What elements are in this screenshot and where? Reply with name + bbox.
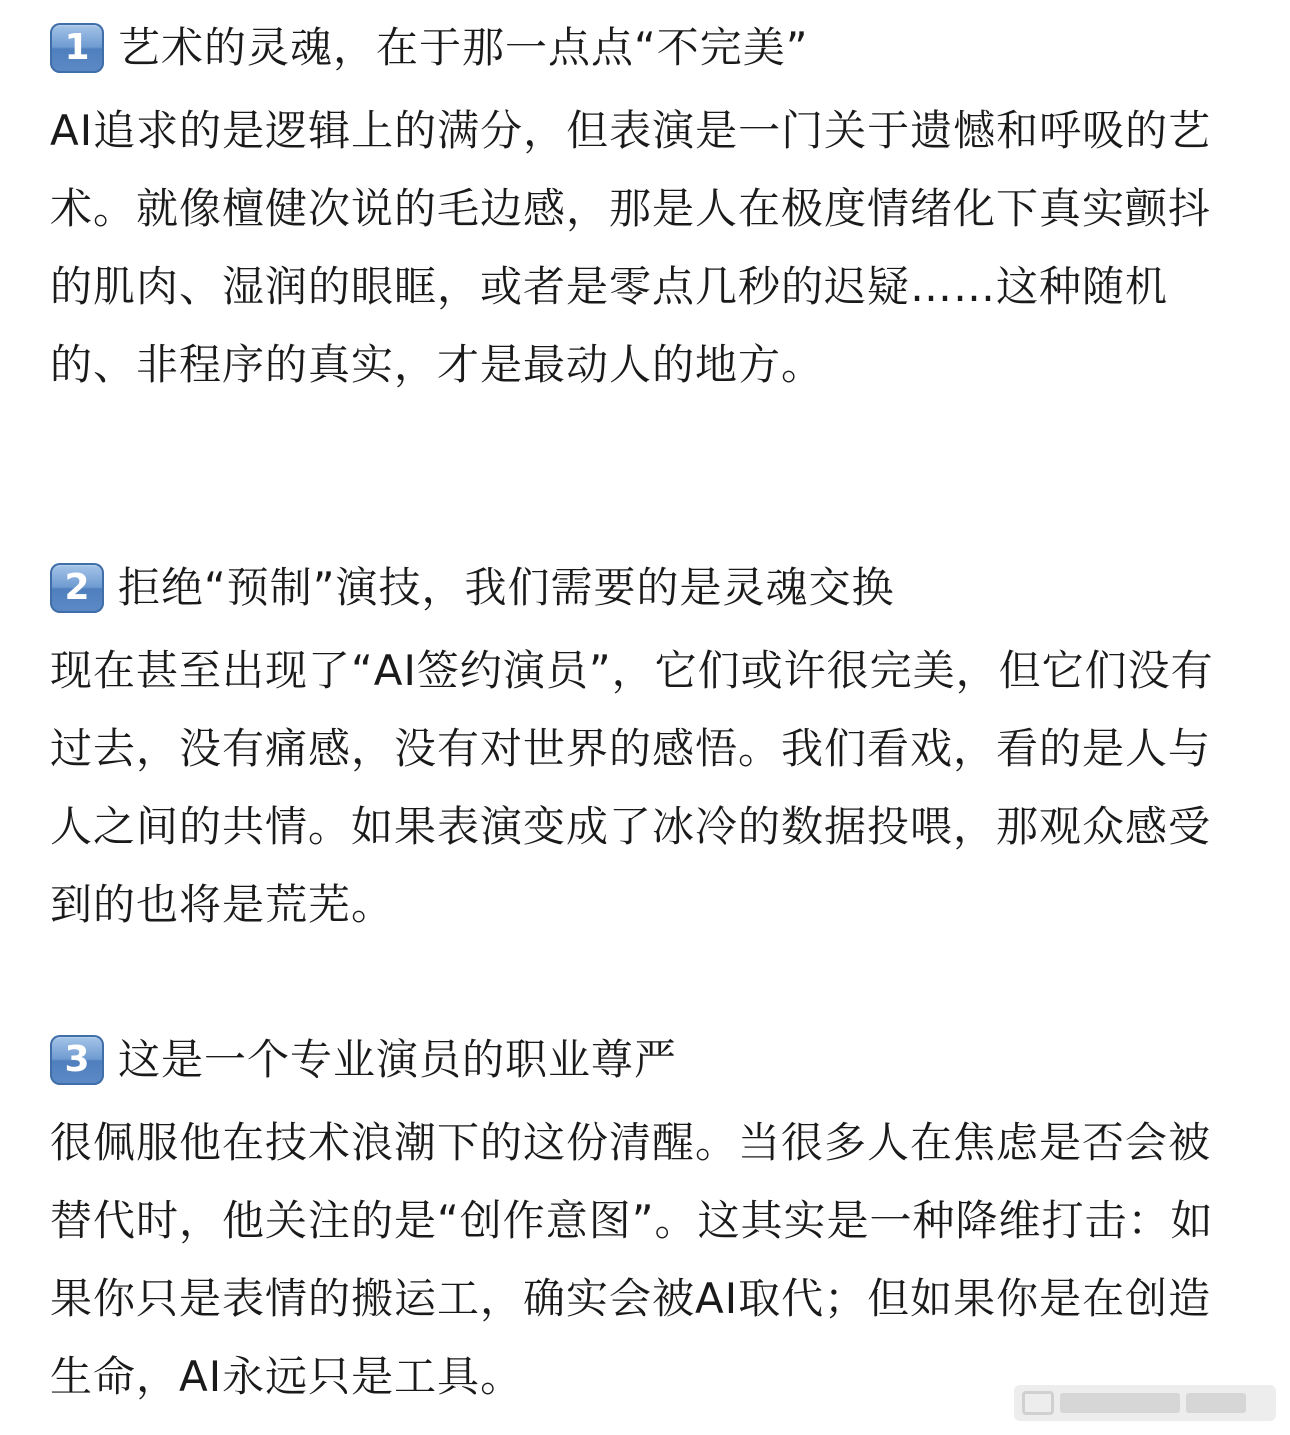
section-body: 现在甚至出现了“AI签约演员”，它们或许很完美，但它们没有过去，没有痛感，没有对世界的感悟。我们看戏，看的是人与人之间的共情。如果表演变成了冰冷的数据投喂，那观众感受到的也将是荒芜。	[50, 646, 1214, 929]
section-body: AI追求的是逻辑上的满分，但表演是一门关于遗憾和呼吸的艺术。就像檀健次说的毛边感，那是人在极度情绪化下真实颤抖的肌肉、湿润的眼眶，或者是零点几秒的迟疑……这种随机的、非程序的真实，才是最动人的地方。	[50, 106, 1212, 389]
keycap-number-icon: 1	[50, 23, 104, 73]
section-1	[50, 18, 1250, 404]
section-heading	[50, 558, 1250, 618]
watermark	[1014, 1385, 1276, 1421]
watermark-logo-icon	[1022, 1391, 1054, 1415]
section-heading-text: 拒绝“预制”演技，我们需要的是灵魂交换	[118, 563, 895, 612]
keycap-number-icon: 3	[50, 1035, 104, 1085]
watermark-text-placeholder	[1186, 1393, 1246, 1413]
section-heading	[50, 1030, 1250, 1090]
section-3	[50, 1030, 1250, 1416]
section-heading-text: 艺术的灵魂，在于那一点点“不完美”	[118, 23, 809, 72]
section-body: 很佩服他在技术浪潮下的这份清醒。当很多人在焦虑是否会被替代时，他关注的是“创作意图”。这其实是一种降维打击：如果你只是表情的搬运工，确实会被AI取代；但如果你是在创造生命，AI永远只是工具。	[50, 1118, 1214, 1401]
section-heading	[50, 18, 1250, 78]
watermark-text-placeholder	[1060, 1393, 1180, 1413]
keycap-number-icon: 2	[50, 563, 104, 613]
section-2	[50, 558, 1250, 944]
section-heading-text: 这是一个专业演员的职业尊严	[118, 1035, 678, 1084]
